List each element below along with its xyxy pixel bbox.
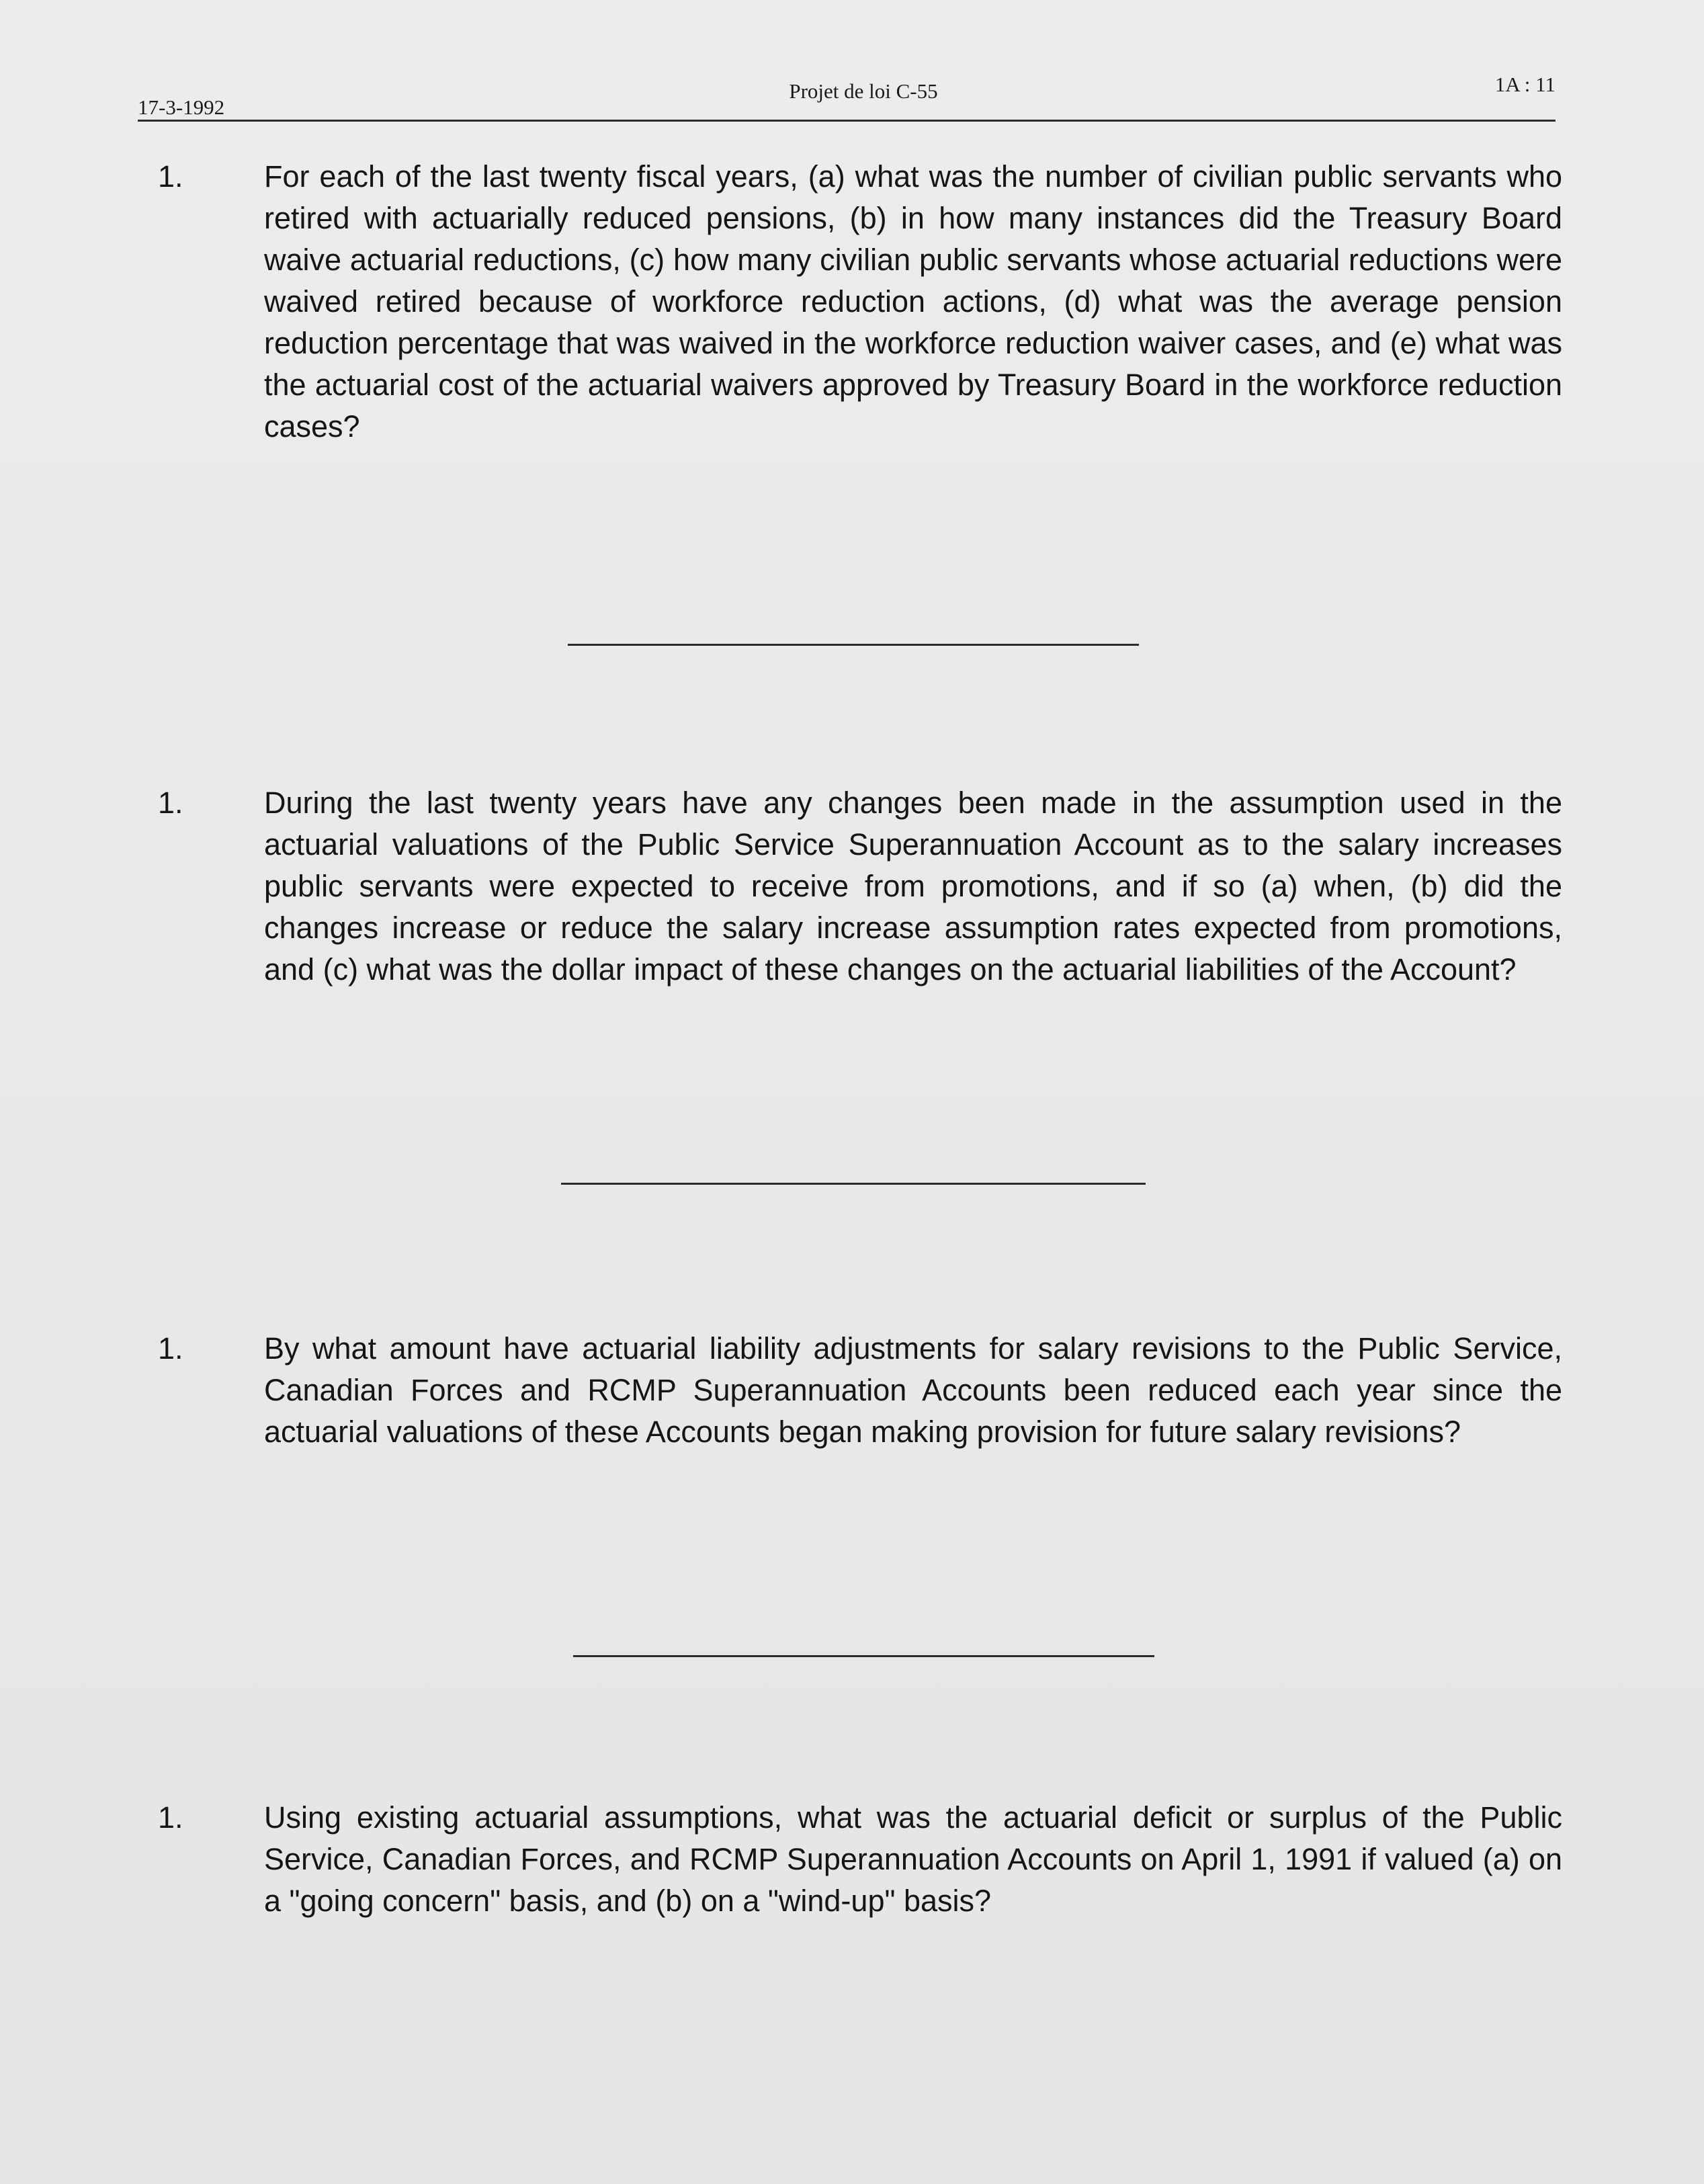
page-header [138, 67, 1556, 128]
header-page-number: 1A : 11 [1494, 73, 1556, 96]
separator-rule [573, 1655, 1154, 1657]
header-date: 17-3-1992 [138, 95, 225, 119]
separator-rule [561, 1183, 1146, 1185]
header-title: Projet de loi C-55 [789, 79, 938, 103]
question-number: 1. [158, 1331, 183, 1366]
question-number: 1. [158, 786, 183, 820]
question-text: Using existing actuarial assumptions, what was the actuarial deficit or surplus of the Public Service, Canadian Forces, and RCMP Superannuation Accounts on April 1, 1991 if valued (a) on a "going concern" basis, and (b) on a "wind-up" basis? [264, 1800, 1562, 1918]
separator-rule [568, 644, 1139, 646]
header-rule [138, 120, 1556, 122]
question-number: 1. [158, 159, 183, 194]
question-text: For each of the last twenty fiscal years, (a) what was the number of civilian public servants who retired with actuarially reduced pensions, (b) in how many instances did the Treasury Board waive actuarial reductions, (c) how many civilian public servants whose actuarial reductions were waived retired because of workforce reduction actions, (d) what was the average pension reduction percentage that was waived in the workforce reduction waiver cases, and (e) what was the actuarial cost of the actuarial waivers approved by Treasury Board in the workforce reduction cases? [264, 159, 1562, 444]
question-number: 1. [158, 1800, 183, 1835]
question-text: During the last twenty years have any changes been made in the assumption used in the actuarial valuations of the Public Service Superannuation Account as to the salary increases public servants were expected to receive from promotions, and if so (a) when, (b) did the changes increase or reduce the salary increase assumption rates expected from promotions, and (c) what was the dollar impact of these changes on the actuarial liabilities of the Account? [264, 786, 1562, 986]
question-text: By what amount have actuarial liability adjustments for salary revisions to the Public Service, Canadian Forces and RCMP Superannuation Accounts been reduced each year since the actuarial valuations of these Accounts began making provision for future salary revisions? [264, 1331, 1562, 1449]
